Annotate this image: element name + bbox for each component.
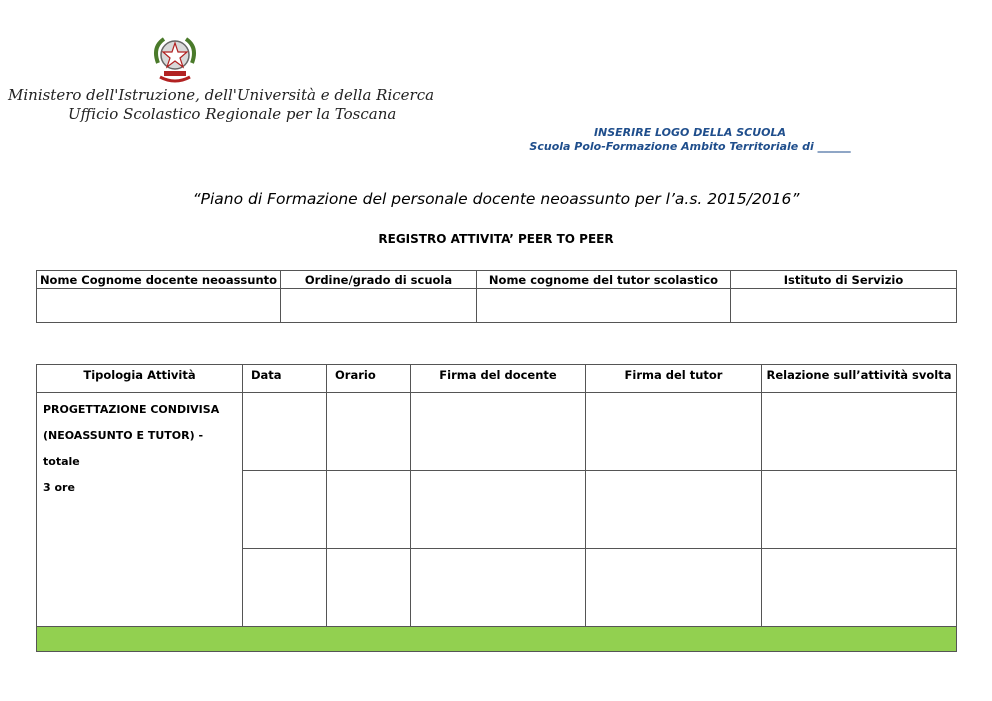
activity-header-data: Data (243, 365, 327, 393)
activity-description-cell (37, 393, 243, 627)
italian-republic-emblem-icon (150, 33, 200, 85)
page-title: “Piano di Formazione del personale docente neoassunto per l’a.s. 2015/2016” (192, 190, 800, 208)
relazione-cell[interactable] (762, 393, 957, 471)
info-header-istituto: Istituto di Servizio (731, 271, 957, 289)
info-header-tutor: Nome cognome del tutor scolastico (477, 271, 731, 289)
activity-header-firma-tutor: Firma del tutor (586, 365, 762, 393)
info-cell-docente[interactable] (37, 289, 281, 323)
data-cell[interactable] (243, 549, 327, 627)
activity-register-table (36, 364, 957, 652)
relazione-cell[interactable] (762, 471, 957, 549)
page-subtitle: REGISTRO ATTIVITA’ PEER TO PEER (378, 232, 614, 246)
activity-header-firma-docente: Firma del docente (411, 365, 586, 393)
teacher-info-table (36, 270, 957, 323)
ministry-line-1: Ministero dell'Istruzione, dell'Università e della Ricerca (8, 86, 435, 104)
activity-description-line-1: PROGETTAZIONE CONDIVISA (43, 403, 220, 416)
data-cell[interactable] (243, 471, 327, 549)
firma-tutor-cell[interactable] (586, 471, 762, 549)
activity-header-orario: Orario (327, 365, 411, 393)
firma-docente-cell[interactable] (411, 471, 586, 549)
firma-docente-cell[interactable] (411, 549, 586, 627)
orario-cell[interactable] (327, 549, 411, 627)
ministry-heading (8, 86, 434, 124)
data-cell[interactable] (243, 393, 327, 471)
info-header-ordine: Ordine/grado di scuola (281, 271, 477, 289)
school-ambito-line: Scuola Polo-Formazione Ambito Territoriale di ______ (529, 140, 851, 153)
ministry-line-2: Ufficio Scolastico Regionale per la Toscana (68, 105, 397, 123)
activity-header-tipologia: Tipologia Attività (37, 365, 243, 393)
activity-description-line-3: 3 ore (43, 481, 75, 494)
info-cell-ordine[interactable] (281, 289, 477, 323)
orario-cell[interactable] (327, 471, 411, 549)
info-cell-istituto[interactable] (731, 289, 957, 323)
info-cell-tutor[interactable] (477, 289, 731, 323)
relazione-cell[interactable] (762, 549, 957, 627)
school-logo-placeholder: INSERIRE LOGO DELLA SCUOLA (593, 126, 787, 139)
section-footer-bar (37, 627, 957, 652)
activity-description-line-2: (NEOASSUNTO E TUTOR) - totale (43, 429, 204, 468)
firma-tutor-cell[interactable] (586, 549, 762, 627)
firma-tutor-cell[interactable] (586, 393, 762, 471)
info-header-docente: Nome Cognome docente neoassunto (37, 271, 281, 289)
orario-cell[interactable] (327, 393, 411, 471)
activity-header-relazione: Relazione sull’attività svolta (762, 365, 957, 393)
school-heading (480, 126, 900, 154)
firma-docente-cell[interactable] (411, 393, 586, 471)
